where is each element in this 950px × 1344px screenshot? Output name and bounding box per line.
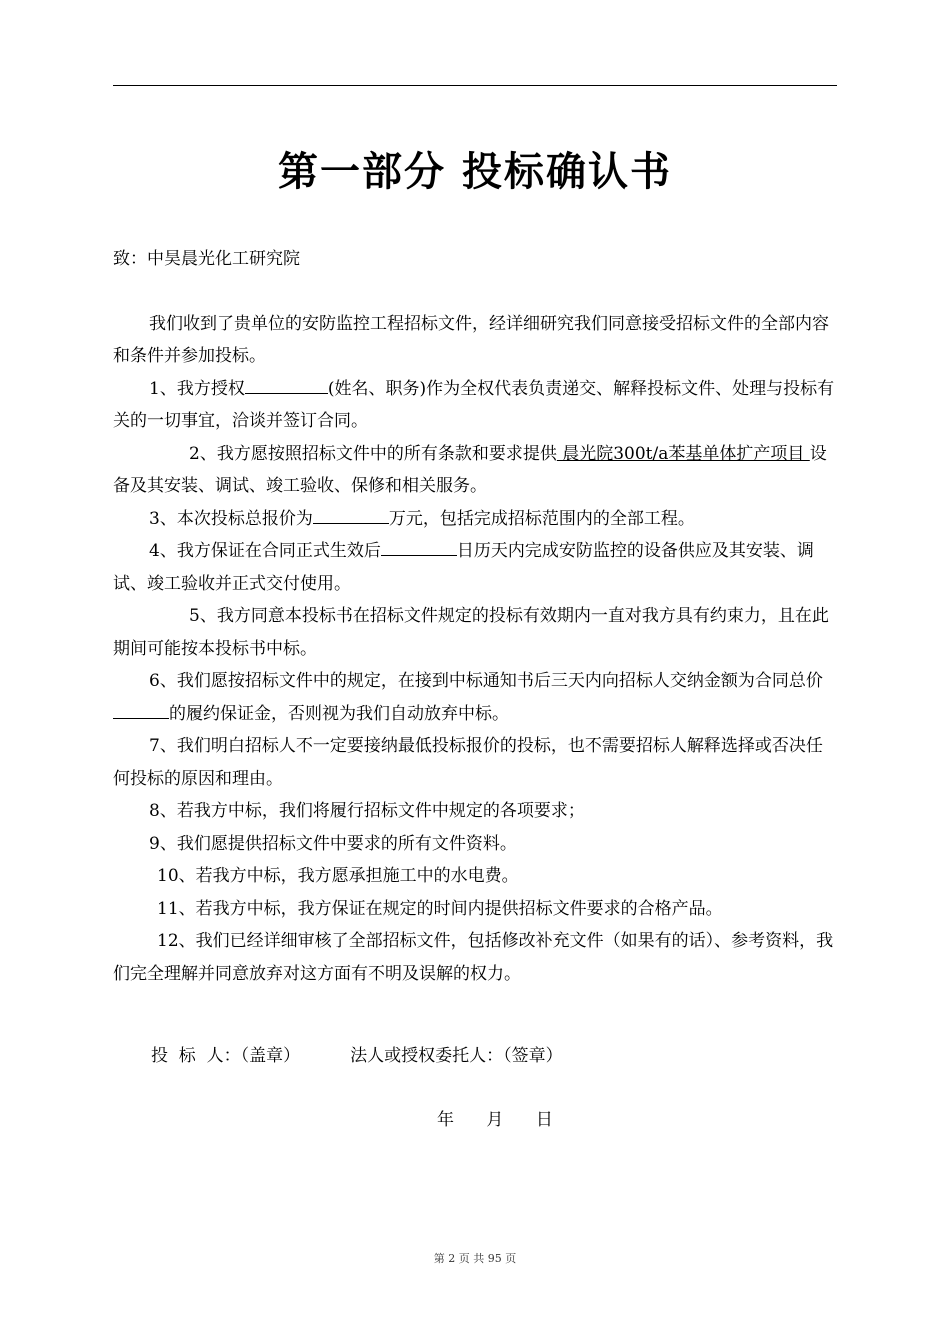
header-rule — [113, 85, 837, 86]
item-1-prefix: 1、我方授权 — [149, 378, 245, 399]
document-body — [113, 243, 837, 990]
item-12-text: 12、我们已经详细审核了全部招标文件，包括修改补充文件（如果有的话）、参考资料，我们完全理解并同意放弃对这方面有不明及误解的权力。 — [113, 931, 834, 984]
item-5 — [113, 600, 837, 665]
intro-text: 我们收到了贵单位的安防监控工程招标文件，经详细研究我们同意接受招标文件的全部内容和条件并参加投标。 — [113, 313, 829, 366]
item-6 — [113, 665, 837, 730]
signature-line — [151, 1041, 563, 1066]
item-7 — [113, 730, 837, 795]
item-3-suffix: 万元，包括完成招标范围内的全部工程。 — [388, 508, 695, 529]
item-4-prefix: 4、我方保证在合同正式生效后 — [149, 541, 381, 561]
item-9 — [113, 828, 837, 861]
item-11-text: 11、若我方中标，我方保证在规定的时间内提供招标文件要求的合格产品。 — [157, 898, 723, 919]
addressee: 致：中昊晨光化工研究院 — [113, 249, 300, 269]
item-2 — [113, 438, 837, 503]
bidder-seal-label: 投 标 人：（盖章） — [151, 1046, 301, 1066]
item-10-text: 10、若我方中标，我方愿承担施工中的水电费。 — [157, 866, 519, 886]
page-title: 第一部分 投标确认书 — [278, 149, 672, 195]
date-line: 年 月 日 — [437, 1110, 553, 1130]
delivery-days-blank — [381, 538, 457, 556]
item-10 — [113, 860, 837, 893]
item-1 — [113, 373, 837, 438]
item-3 — [113, 503, 837, 536]
item-3-prefix: 3、本次投标总报价为 — [149, 508, 313, 529]
project-name: 晨光院300t/a苯基单体扩产项目 — [556, 443, 810, 464]
item-4 — [113, 535, 837, 600]
item-12 — [113, 925, 837, 990]
deposit-blank — [113, 701, 169, 719]
item-8 — [113, 795, 837, 828]
item-9-text: 9、我们愿提供招标文件中要求的所有文件资料。 — [149, 833, 517, 854]
item-5-text: 5、我方同意本投标书在招标文件规定的投标有效期内一直对我方具有约束力，且在此期间可能按本投标书中标。 — [113, 606, 829, 659]
item-2-prefix: 2、我方愿按照招标文件中的所有条款和要求提供 — [189, 443, 557, 464]
item-11 — [113, 893, 837, 926]
item-4-suffix: 日历天内完成安防监控的设备供应及其安装、调试、竣工验收并正式交付使用。 — [113, 541, 814, 594]
page-number-footer: 第 2 页 共 95 页 — [433, 1252, 517, 1265]
item-6-suffix: 的履约保证金，否则视为我们自动放弃中标。 — [169, 703, 509, 724]
item-6-prefix: 6、我们愿按招标文件中的规定，在接到中标通知书后三天内向招标人交纳金额为合同总价 — [149, 671, 823, 691]
item-7-text: 7、我们明白招标人不一定要接纳最低投标报价的投标，也不需要招标人解释选择或否决任何投标的原因和理由。 — [113, 736, 823, 789]
total-price-blank — [313, 506, 389, 524]
item-8-text: 8、若我方中标，我们将履行招标文件中规定的各项要求； — [149, 801, 585, 821]
item-2-suffix: 设备及其安装、调试、竣工验收、保修和相关服务。 — [113, 443, 827, 496]
representative-blank — [245, 376, 328, 394]
representative-sign-label: 法人或授权委托人：（签章） — [350, 1046, 563, 1066]
item-1-suffix: (姓名、职务)作为全权代表负责递交、解释投标文件、处理与投标有关的一切事宜，洽谈并签订合同。 — [113, 378, 835, 431]
intro-paragraph — [113, 308, 837, 373]
